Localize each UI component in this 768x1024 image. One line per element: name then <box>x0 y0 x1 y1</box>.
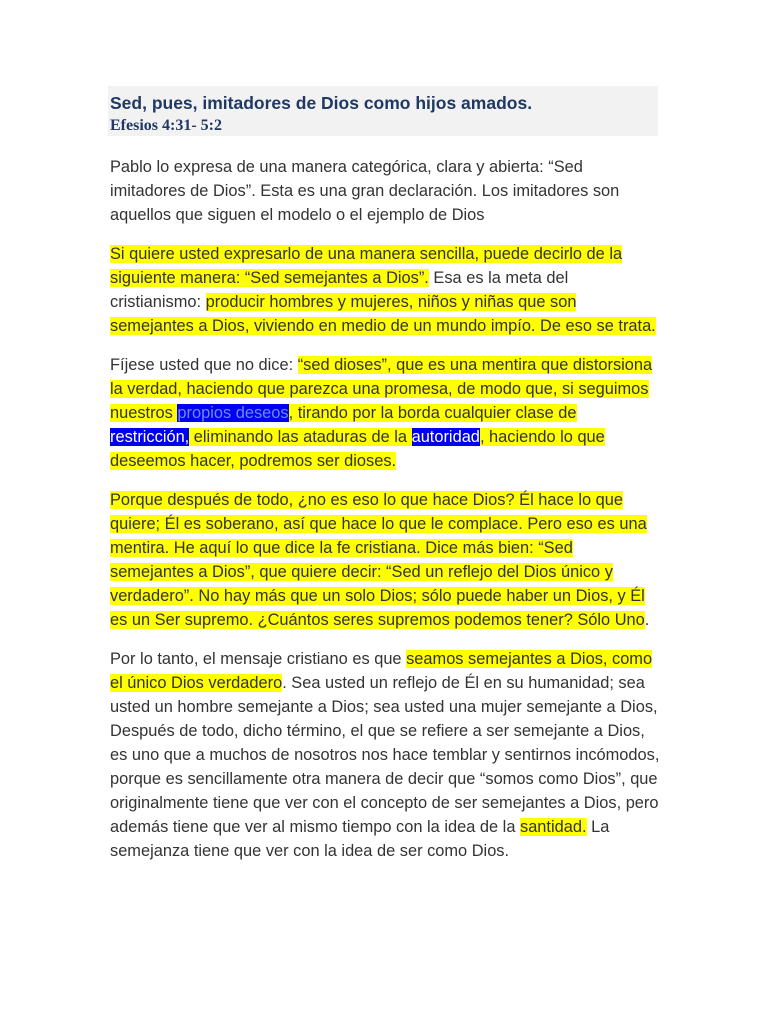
text-segment: . <box>644 611 650 629</box>
paragraph <box>110 242 660 338</box>
highlighted-text: eliminando las ataduras de la <box>189 428 412 446</box>
text-segment: Fíjese usted que no dice: <box>110 356 298 374</box>
highlighted-text: seamos semejantes a Dios, como el único Dios verdadero <box>110 650 653 692</box>
document-title: Sed, pues, imitadores de Dios como hijos amados. <box>110 93 533 113</box>
highlighted-text: autoridad <box>411 428 480 446</box>
scripture-reference: Efesios 4:31- 5:2 <box>110 117 222 134</box>
highlighted-text: restricción, <box>110 428 190 446</box>
paragraph <box>110 353 660 473</box>
paragraph <box>110 488 660 632</box>
highlighted-text: “sed dioses”, que es una mentira que distorsiona la verdad, haciendo que parezca una promesa, de modo que, si seguimos nuestros <box>110 356 653 422</box>
text-segment: Pablo lo expresa de una manera categórica, clara y abierta: “Sed imitadores de Dios”. Esta es una gran declaración. Los imitadores son aquellos que siguen el modelo o el ejemplo de Dios <box>110 158 620 224</box>
text-segment: Por lo tanto, el mensaje cristiano es que <box>110 650 407 668</box>
highlighted-text: Si quiere usted expresarlo de una manera sencilla, puede decirlo de la siguiente manera: “Sed semejantes a Dios”. <box>110 245 623 287</box>
highlighted-text: producir hombres y mujeres, niños y niñas que son semejantes a Dios, viviendo en medio de un mundo impío. De eso se trata. <box>110 293 656 335</box>
text-segment: La semejanza tiene que ver con la idea de ser como Dios. <box>110 818 610 860</box>
highlighted-text: propios deseos <box>177 404 289 422</box>
text-segment: . Sea usted un reflejo de Él en su humanidad; sea usted un hombre semejante a Dios; sea usted una mujer semejante a Dios, Después de todo, dicho término, el que se refiere a ser semejante a Dios, es uno que a muchos de nosotros nos hace temblar y sentirnos incómodos, porque es sencillamente otra manera de decir que “somos como Dios”, que originalmente tiene que ver con el concepto de ser semejantes a Dios, pero además tiene que ver al mismo tiempo con la idea de la <box>110 674 660 836</box>
highlighted-text: Porque después de todo, ¿no es eso lo que hace Dios? Él hace lo que quiere; Él es soberano, así que hace lo que le complace. Pero eso es una mentira. He aquí lo que dice la fe cristiana. Dice más bien: “Sed semejantes a Dios”, que quiere decir: “Sed un reflejo del Dios único y verdadero”. No hay más que un solo Dios; sólo puede haber un Dios, y Él es un Ser supremo. ¿Cuántos seres supremos podemos tener? Sólo Uno <box>110 491 647 629</box>
highlighted-text: santidad. <box>520 818 587 836</box>
highlighted-text: , haciendo lo que deseemos hacer, podremos ser dioses. <box>110 428 605 470</box>
text-segment: Esa es la meta del cristianismo: <box>110 269 569 311</box>
highlighted-text: , tirando por la borda cualquier clase de <box>288 404 577 422</box>
document-body <box>110 155 660 878</box>
paragraph <box>110 155 660 227</box>
paragraph <box>110 647 660 863</box>
